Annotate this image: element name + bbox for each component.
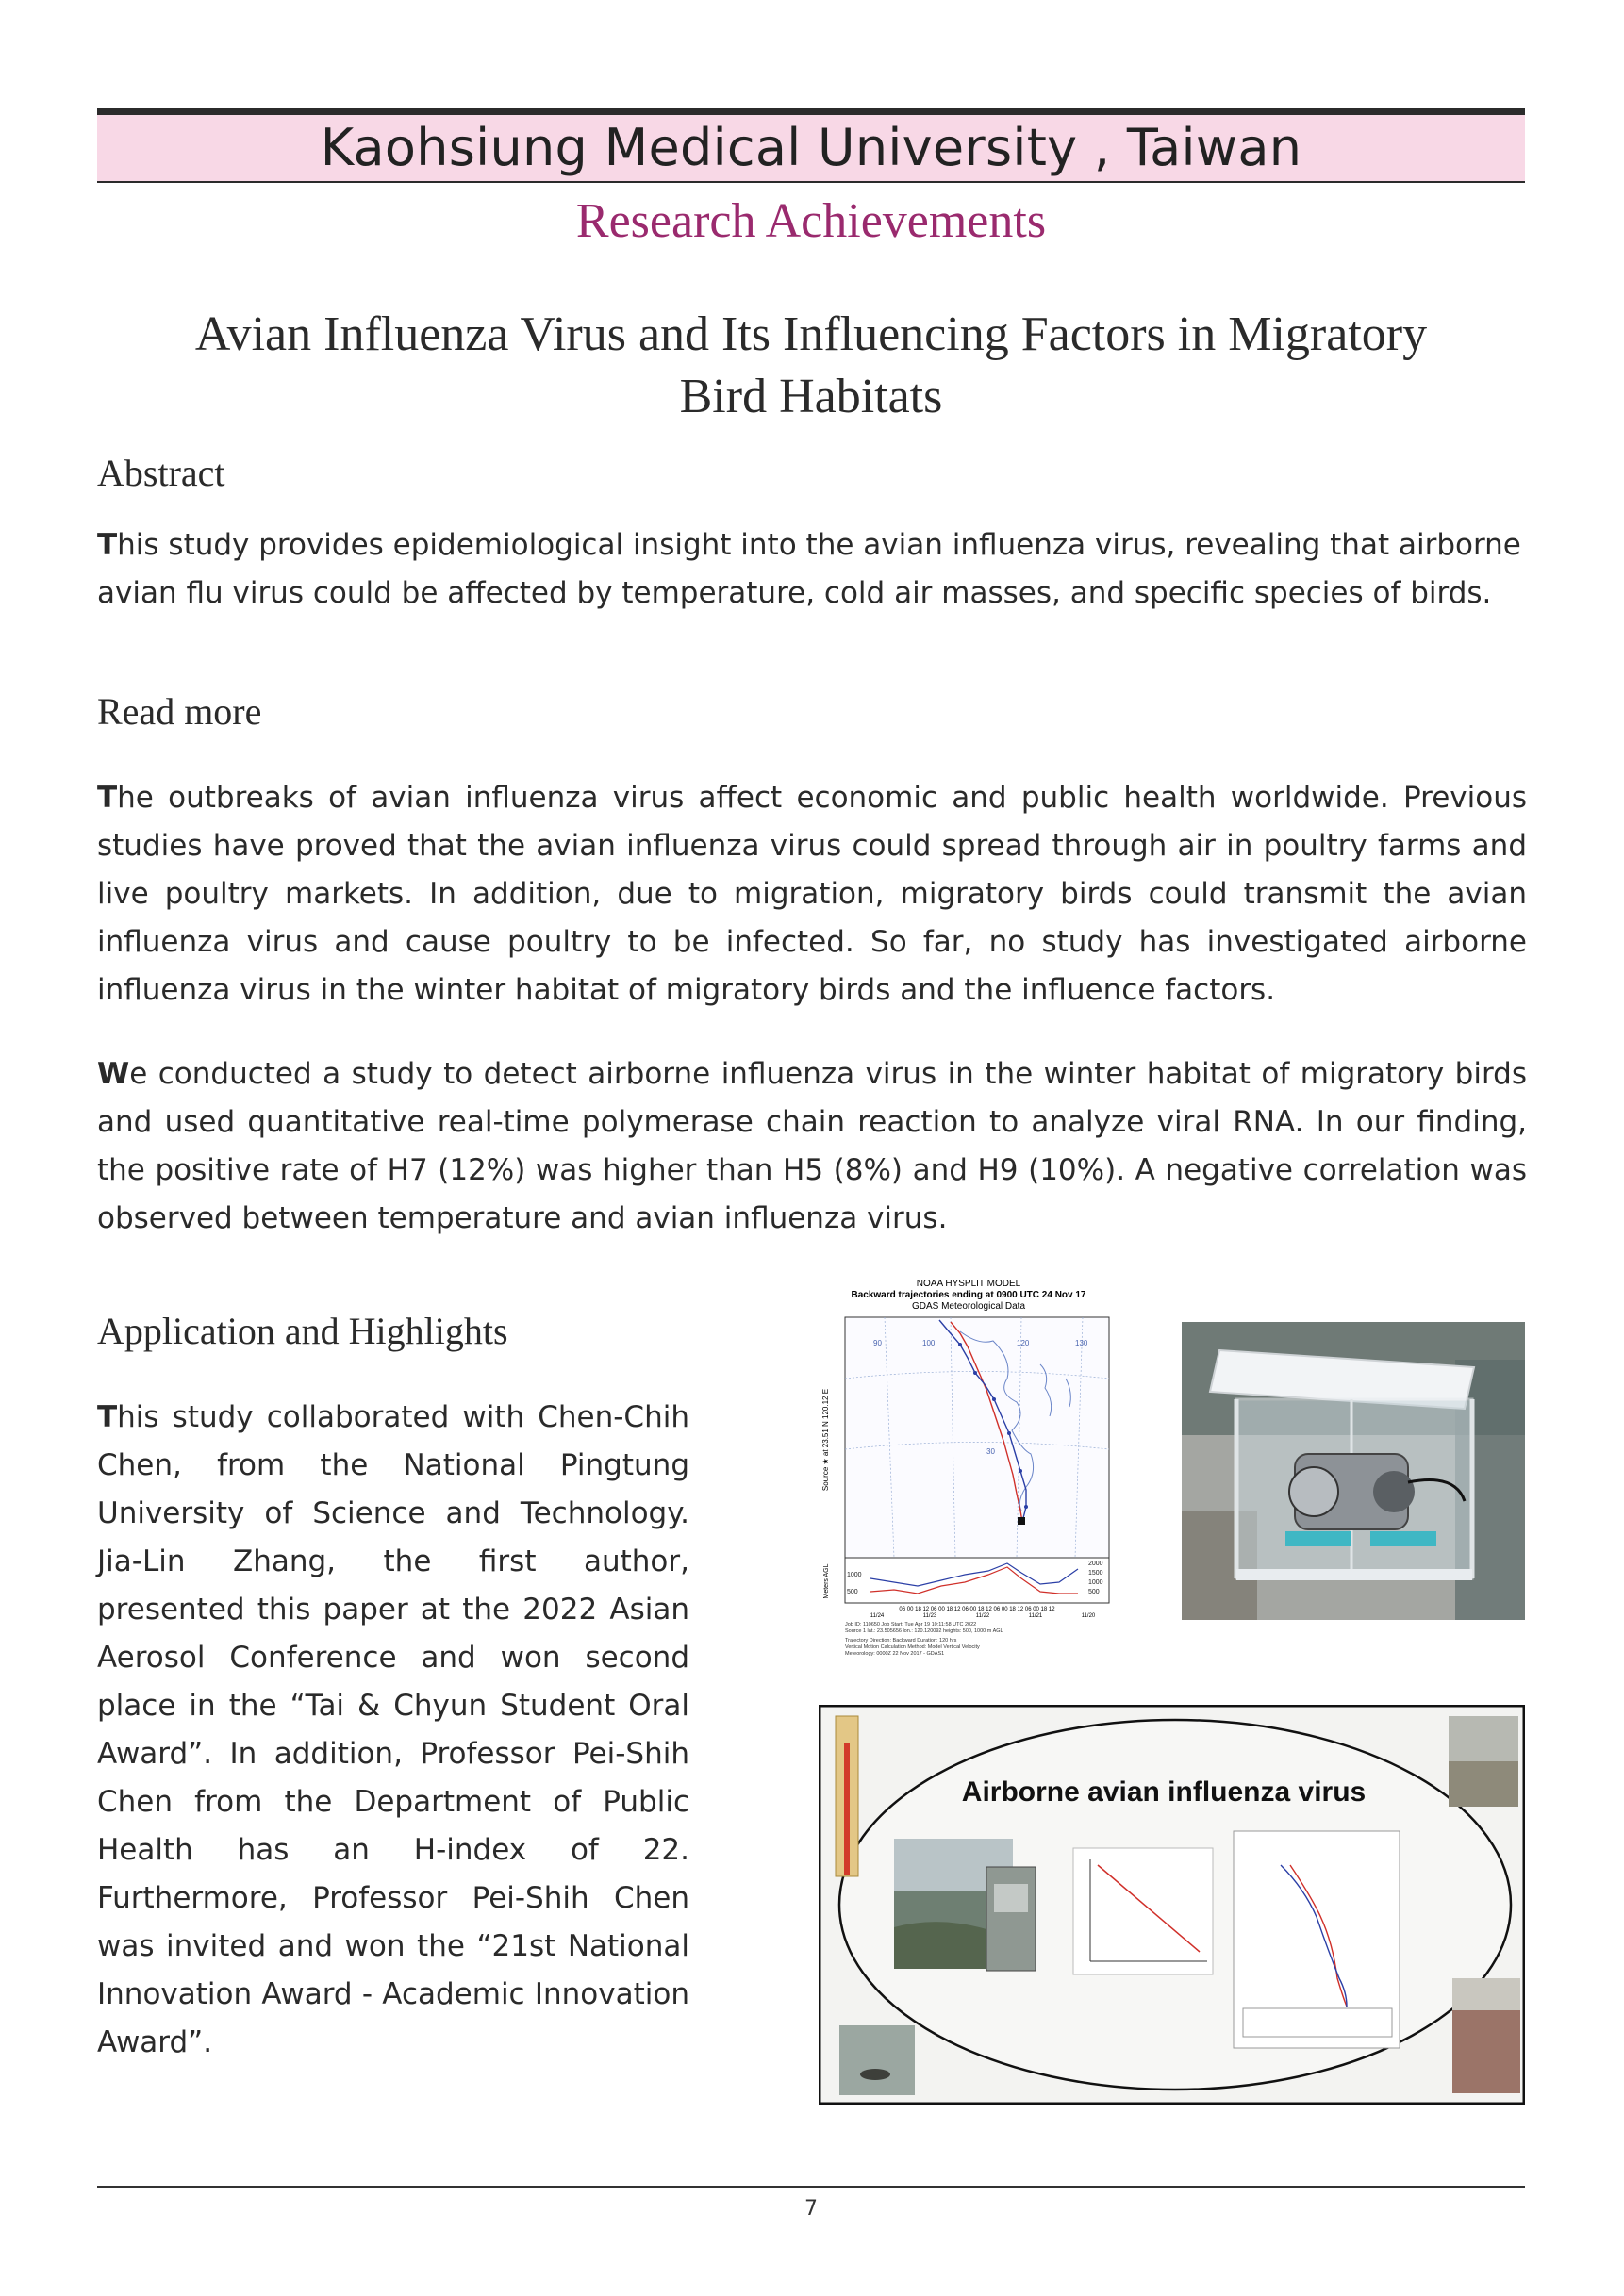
traj-source-marker: [1018, 1517, 1025, 1525]
dropcap: T: [97, 1400, 118, 1434]
traj-footer-line: Trajectory Direction: Backward Duration: 120 hrs: [845, 1638, 957, 1644]
traj-height-tick: 500: [847, 1589, 858, 1595]
traj-title-line-2: Backward trajectories ending at 0900 UTC 24 Nov 17: [851, 1290, 1086, 1300]
traj-map-frame: [845, 1317, 1109, 1558]
air-sampler-photo: [1182, 1322, 1525, 1620]
traj-point: [1019, 1469, 1022, 1473]
traj-date-label: 11/23: [922, 1613, 937, 1619]
traj-lon-label: 120: [1017, 1339, 1030, 1347]
traj-height-tick: 1000: [1088, 1579, 1103, 1586]
traj-date-label: 11/22: [975, 1613, 990, 1619]
traj-point: [1024, 1505, 1028, 1509]
traj-title-line-3: GDAS Meteorological Data: [911, 1301, 1026, 1312]
traj-height-axis-label: Meters AGL: [823, 1563, 830, 1599]
dropcap: T: [97, 528, 118, 562]
traj-point: [992, 1397, 996, 1401]
read-more-paragraph-2: [97, 1050, 1527, 1243]
traj-point: [973, 1371, 977, 1375]
article-title: Avian Influenza Virus and Its Influencing Factors in Migratory Bird Habitats: [194, 307, 1428, 423]
collage-label: Airborne avian influenza virus: [961, 1776, 1367, 1808]
highlights-paragraph: [97, 1394, 689, 2067]
read-more-text-2: e conducted a study to detect airborne influenza virus in the winter habitat of migratory birds and used quantitative real-time polymerase chain reaction to analyze viral RNA. In our finding, the positive rate of H7 (12%) was higher than H5 (8%) and H9 (10%). A negative correlation was observed between temperature and avian influenza virus.: [97, 1057, 1527, 1235]
abstract-heading: Abstract: [97, 452, 225, 494]
traj-date-label: 11/24: [870, 1613, 885, 1619]
traj-height-tick: 1500: [1088, 1570, 1103, 1577]
traj-footer-line: Source 1 lat.: 23.505656 lon.: 120.120092 heights: 500, 1000 m AGL: [845, 1628, 1003, 1634]
traj-time-labels: 06 00 18 12 06 00 18 12 06 00 18 12 06 00 18 12 06 00 18 12: [899, 1607, 1055, 1612]
traj-point: [958, 1343, 962, 1346]
dropcap: T: [97, 781, 118, 815]
footer-rule: [97, 2186, 1525, 2188]
highlights-text: his study collaborated with Chen-Chih Chen, from the National Pingtung University of Science and Technology. Jia-Lin Zhang, the first author, presented this paper at the 2022 Asian Aerosol Conference and won second place in the “Tai & Chyun Student Oral Award”. In addition, Professor Pei-Shih Chen from the Department of Public Health has an H-index of 22. Furthermore, Professor Pei-Shih Chen was invited and won the “21st National Innovation Award - Academic Innovation Award”.: [97, 1400, 689, 2059]
traj-height-tick: 2000: [1088, 1561, 1103, 1567]
traj-footer-line: Meteorology: 0000Z 22 Nov 2017 - GDAS1: [845, 1651, 945, 1657]
header-top-rule: [97, 108, 1525, 115]
traj-lon-label: 90: [873, 1339, 882, 1347]
traj-lon-label: 130: [1075, 1339, 1088, 1347]
traj-point: [1007, 1431, 1011, 1435]
highlights-heading: Application and Highlights: [97, 1310, 508, 1352]
trajectory-figure: [819, 1275, 1119, 1665]
read-more-heading: Read more: [97, 690, 262, 733]
read-more-paragraph-1: [97, 774, 1527, 1015]
traj-date-label: 11/20: [1081, 1613, 1096, 1619]
read-more-text-1: he outbreaks of avian influenza virus affect economic and public health worldwide. Previous studies have proved that the avian influenza virus could spread through air in poultry farms and live poultry markets. In addition, due to migration, migratory birds could transmit the avian influenza virus and cause poultry to be infected. So far, no study has investigated airborne influenza virus in the winter habitat of migratory birds and the influence factors.: [97, 781, 1527, 1007]
traj-source-label: Source ★ at 23.51 N 120.12 E: [821, 1388, 830, 1492]
traj-height-tick: 1000: [847, 1572, 862, 1578]
section-subtitle: Research Achievements: [575, 194, 1047, 248]
abstract-paragraph: [97, 521, 1527, 618]
airborne-collage-figure: [819, 1705, 1525, 2105]
abstract-text: his study provides epidemiological insight into the avian influenza virus, revealing that airborne avian flu virus could be affected by temperature, cold air masses, and specific species of birds.: [97, 528, 1521, 610]
institution-title: Kaohsiung Medical University , Taiwan: [320, 118, 1302, 177]
dropcap: W: [97, 1057, 130, 1091]
page-number: 7: [804, 2197, 818, 2221]
traj-footer-line: Vertical Motion Calculation Method: Model Vertical Velocity: [845, 1644, 980, 1650]
traj-height-tick: 500: [1088, 1589, 1100, 1595]
traj-footer-line: Job ID: 110650 Job Start: Tue Apr 19 10:11:58 UTC 2022: [845, 1622, 977, 1627]
traj-lat-label: 30: [986, 1447, 995, 1456]
traj-title-line-1: NOAA HYSPLIT MODEL: [916, 1279, 1021, 1289]
traj-date-label: 11/21: [1028, 1613, 1043, 1619]
traj-lon-label: 100: [922, 1339, 936, 1347]
